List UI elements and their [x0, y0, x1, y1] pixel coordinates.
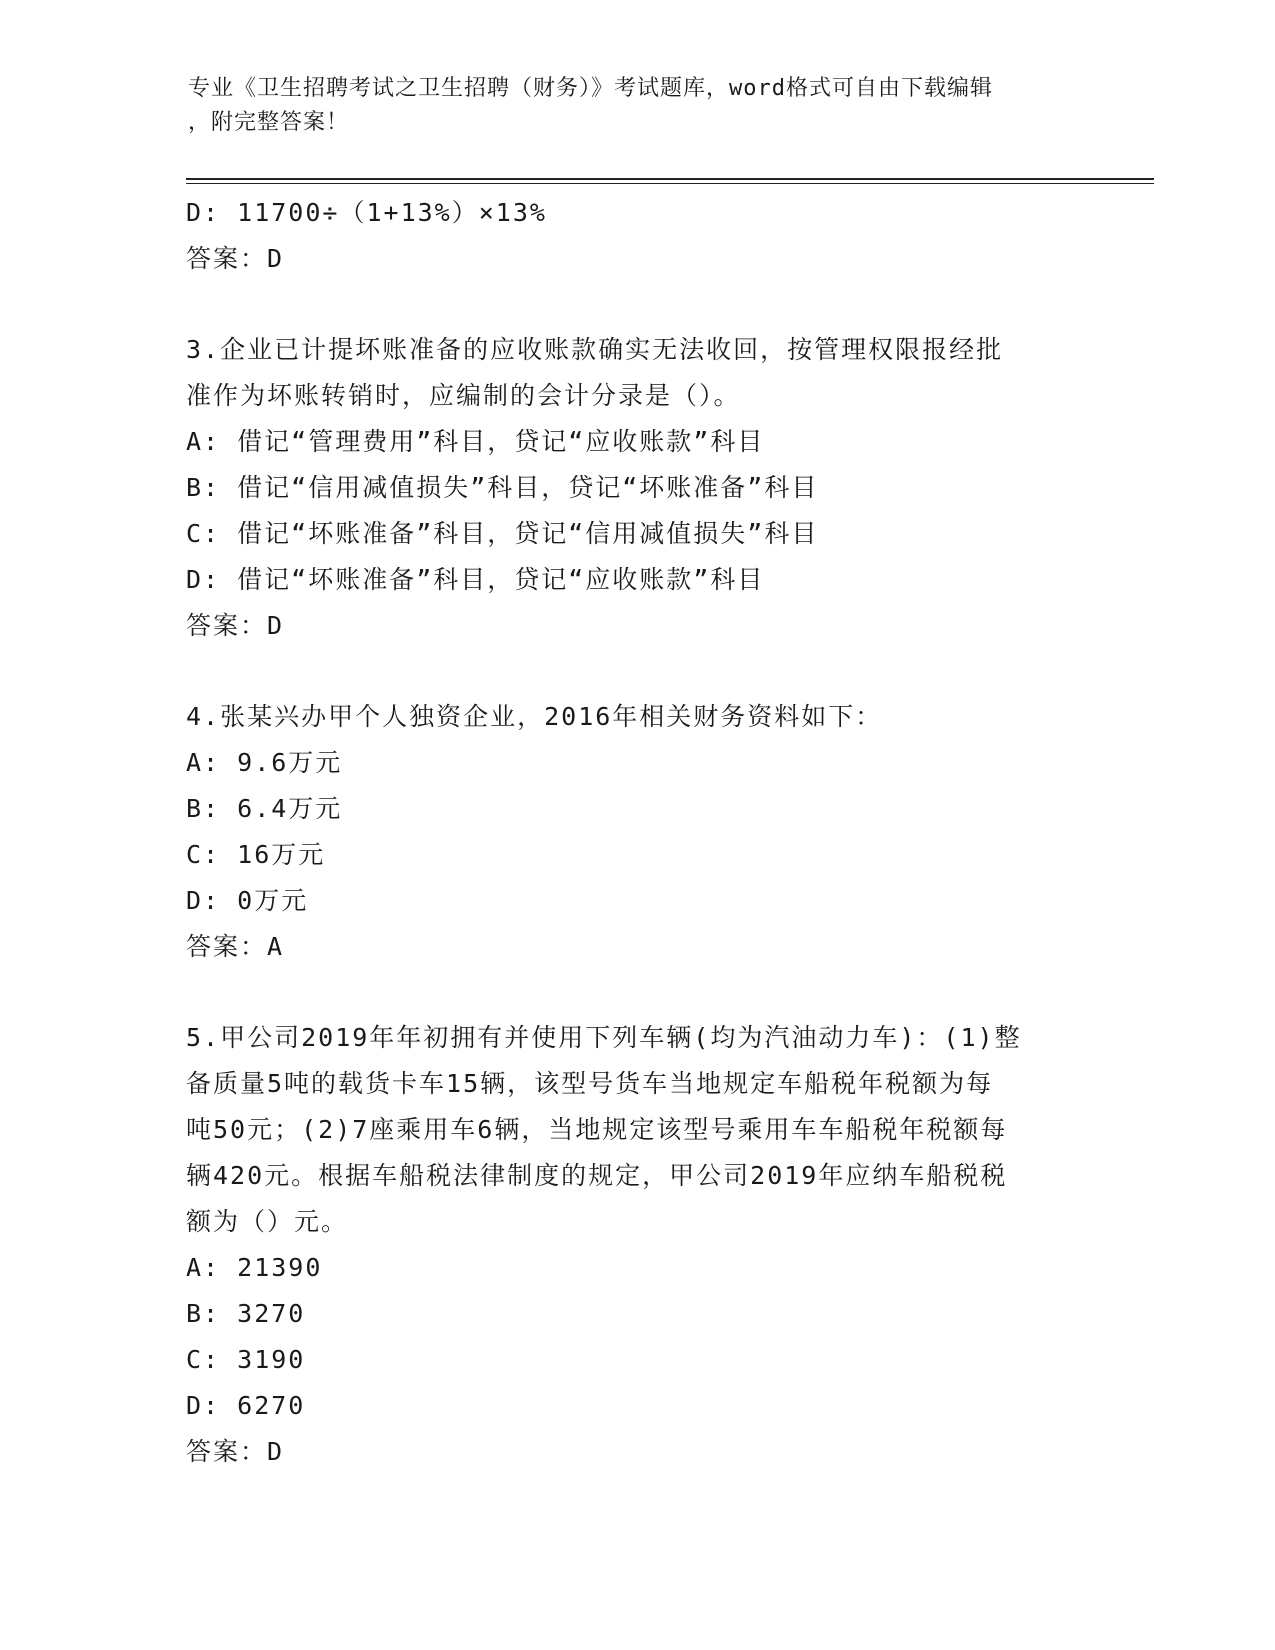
answer-line: 答案：D — [186, 1437, 285, 1466]
option-b: B: 6.4万元 — [186, 794, 343, 823]
option-b: B: 3270 — [186, 1299, 306, 1328]
option-c: C: 3190 — [186, 1345, 306, 1374]
option-d: D: 借记“坏账准备”科目，贷记“应收账款”科目 — [186, 565, 765, 594]
header-line-2: ，附完整答案！ — [188, 110, 350, 135]
option-c: C: 16万元 — [186, 840, 326, 869]
header-divider-thin — [186, 183, 1154, 184]
question-stem: 额为（）元。 — [186, 1207, 349, 1236]
spacer — [186, 649, 1086, 694]
option-d: D: 6270 — [186, 1391, 306, 1420]
header-divider-thick — [186, 178, 1154, 180]
header-line-1: 专业《卫生招聘考试之卫生招聘（财务）》考试题库，word格式可自由下载编辑 — [188, 76, 993, 101]
question-stem: 准作为坏账转销时，应编制的会计分录是（）。 — [186, 381, 741, 410]
question-stem: 备质量5吨的载货卡车15辆，该型号货车当地规定车船税年税额为每 — [186, 1069, 994, 1098]
option-a: A: 9.6万元 — [186, 748, 343, 777]
question-stem: 吨50元；(2)7座乘用车6辆，当地规定该型号乘用车车船税年税额每 — [186, 1115, 1008, 1144]
question-stem: 3.企业已计提坏账准备的应收账款确实无法收回，按管理权限报经批 — [186, 335, 1004, 364]
spacer — [186, 282, 1086, 327]
question-stem: 辆420元。根据车船税法律制度的规定，甲公司2019年应纳车船税税 — [186, 1161, 1008, 1190]
question-2-tail — [186, 190, 1086, 282]
document-header — [188, 72, 1088, 140]
question-stem: 4.张某兴办甲个人独资企业，2016年相关财务资料如下： — [186, 702, 883, 731]
option-b: B: 借记“信用减值损失”科目，贷记“坏账准备”科目 — [186, 473, 819, 502]
question-5 — [186, 1015, 1086, 1475]
question-4 — [186, 694, 1086, 970]
question-list — [186, 190, 1086, 1475]
question-stem: 5.甲公司2019年年初拥有并使用下列车辆(均为汽油动力车)：(1)整 — [186, 1023, 1022, 1052]
option-d: D: 0万元 — [186, 886, 309, 915]
answer-line: 答案：D — [186, 611, 285, 640]
option-d: D: 11700÷（1+13%）×13% — [186, 198, 547, 227]
answer-line: 答案：A — [186, 932, 285, 961]
option-a: A: 21390 — [186, 1253, 323, 1282]
answer-line: 答案：D — [186, 244, 285, 273]
question-3 — [186, 327, 1086, 649]
option-a: A: 借记“管理费用”科目，贷记“应收账款”科目 — [186, 427, 765, 456]
option-c: C: 借记“坏账准备”科目，贷记“信用减值损失”科目 — [186, 519, 819, 548]
spacer — [186, 970, 1086, 1015]
